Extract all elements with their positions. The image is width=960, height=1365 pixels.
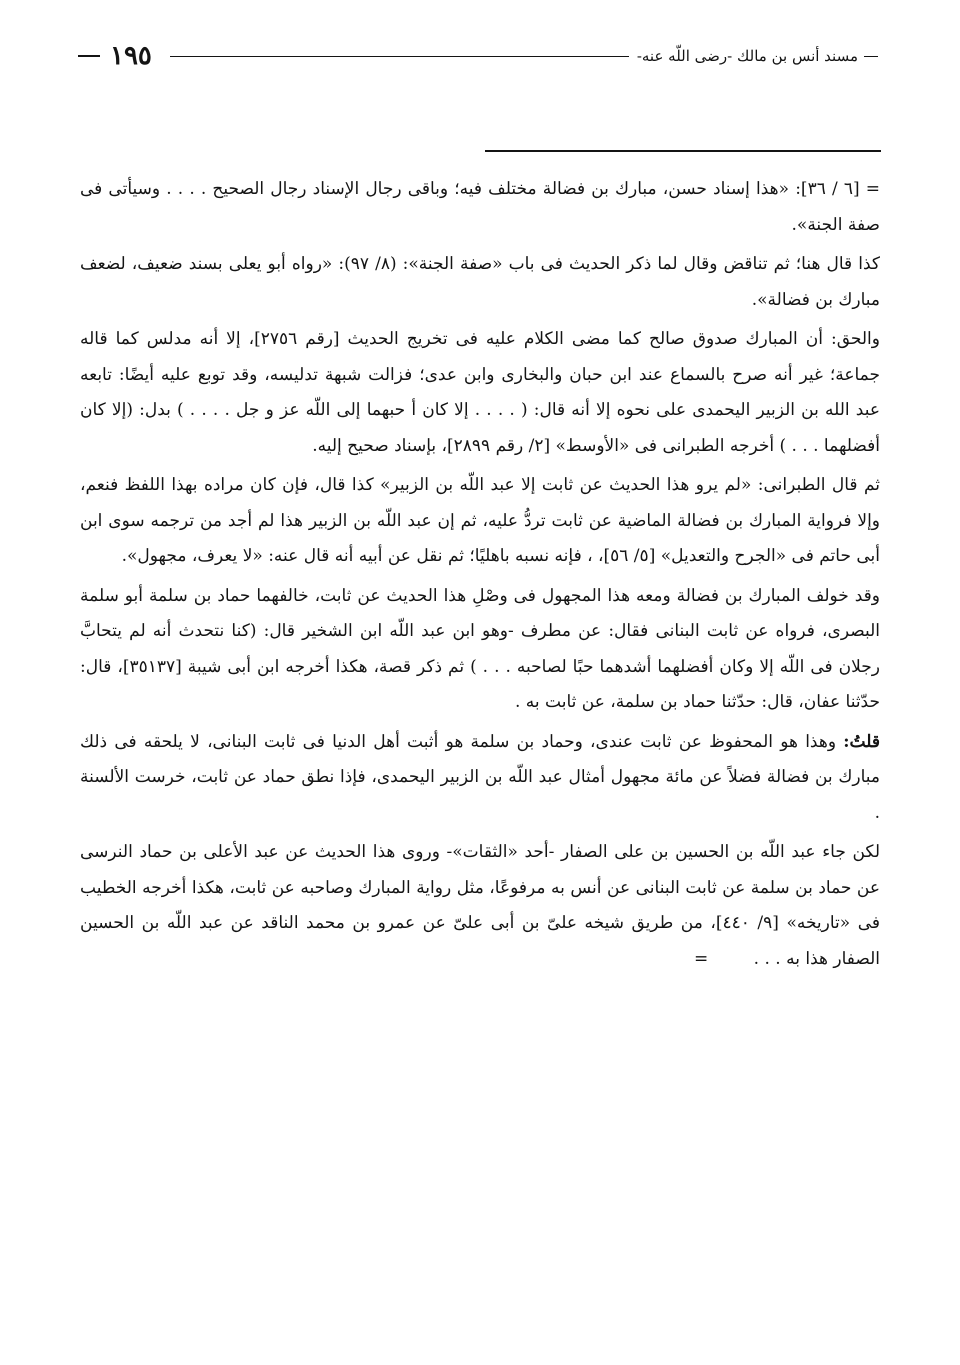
continuation-mark: = <box>694 948 709 969</box>
running-title: مسند أنس بن مالك -رضى اللّه عنه- <box>636 47 858 65</box>
paragraph <box>80 172 880 243</box>
paragraph <box>80 579 880 721</box>
paragraph <box>80 322 880 464</box>
paragraph-text: «هذا إسناد حسن، مبارك بن فضالة مختلف فيه؛ وباقى رجال الإسناد رجال الصحيح . . . . وسيأتى فى صفة الجنة». <box>80 179 880 235</box>
paragraph-text: والحق: أن المبارك صدوق صالح كما مضى الكلام عليه فى تخريج الحديث [رقم ٢٧٥٦]، إلا أنه مدلس كما قاله جماعة؛ غير أنه صرح بالسماع عند ابن حبان والبخارى وابن عدى؛ فزالت شبهة تدليسه، وقد توبع عليه أيضًا: تابعه عبد الله بن الزبير اليحمدى على نحوه إلا أنه قال: ( . . . . إلا كان أ حبهما إلى اللّه عز و جل . . . . ) بدل: (إلا كان أفضلهما . . . ) أخرجه الطبرانى فى «الأوسط» [٢/ رقم ٢٨٩٩]، بإسناد صحيح إليه. <box>80 329 880 456</box>
page-body <box>80 172 880 981</box>
header-rule <box>170 56 629 57</box>
paragraph-text: وقد خولف المبارك بن فضالة ومعه هذا المجهول فى وصْلِ هذا الحديث عن ثابت، خالفهما حماد بن سلمة أبو سلمة البصرى، فرواه عن ثابت البنانى فقال: عن مطرف -وهو ابن عبد اللّه ابن الشخير قال: (كنا نتحدث أنه لم يتحابَّ رجلان فى اللّه إلا وكان أفضلهما أشدهما حبًا لصاحبه . . . ) ثم ذكر قصة، هكذا أخرجه ابن أبى شيبة [٣٥١٣٧]، قال: حدّثنا عفان، قال: حدّثنا حماد بن سلمة، عن ثابت به . <box>80 585 880 712</box>
paragraph-text: ثم قال الطبرانى: «لم يرو هذا الحديث عن ثابت إلا عبد اللّه بن الزبير» كذا قال، فإن كان مراده بهذا اللفظ فنعم، وإلا فرواية المبارك بن فضالة الماضية عن ثابت تردُّ عليه، ثم إن عبد اللّه بن الزبير هذا لم أجد من ترجمه سوى ابن أبى حاتم فى «الجرح والتعديل» [٥/ ٥٦]، ، فإنه نسبه باهليًا؛ ثم نقل عن أبيه أنه قال عنه: «لا يعرف، مجهول». <box>80 475 880 566</box>
page-number: ١٩٥ <box>110 41 152 71</box>
paragraph-lead: = [٦ / ٣٦]: <box>795 179 880 199</box>
header-dash-right <box>864 56 878 57</box>
paragraph-text: لكن جاء عبد اللّه بن الحسين بن على الصفار -أحد «الثقات»- وروى هذا الحديث عن عبد الأعلى بن حماد النرسى عن حماد بن سلمة عن ثابت البنانى عن أنس به مرفوعًا، مثل رواية المبارك وصاحبه عن ثابت، هكذا أخرجه الخطيب فى «تاريخه» [٩/ ٤٤٠]، من طريق شيخه علىّ بن أبى علىّ عن عمرو بن محمد الناقد عن عبد اللّه بن الحسين الصفار هذا به . . . <box>80 842 880 969</box>
paragraph <box>80 835 880 977</box>
paragraph <box>80 468 880 575</box>
paragraph <box>80 247 880 318</box>
header-dash-left <box>78 55 100 57</box>
paragraph <box>80 725 880 832</box>
paragraph-lead: قلتُ: <box>843 731 881 752</box>
paragraph-text: وهذا هو المحفوظ عن ثابت عندى، وحماد بن سلمة هو أثبت أهل الدنيا فى ثابت البنانى، لا يلحقه فى ذلك مبارك بن فضالة فضلاً عن مائة مجهول أمثال عبد اللّه بن الزبير اليحمدى، فإذا نطق حماد عن ثابت، خرست الألسنة . <box>80 731 880 823</box>
paragraph-text: كذا قال هنا؛ ثم تناقض وقال لما ذكر الحديث فى باب «صفة الجنة»: (٨/ ٩٧): «رواه أبو يعلى بسند ضعيف، لضعف مبارك بن فضالة». <box>80 254 880 310</box>
footnote-separator <box>485 150 881 152</box>
page-header <box>78 36 878 76</box>
